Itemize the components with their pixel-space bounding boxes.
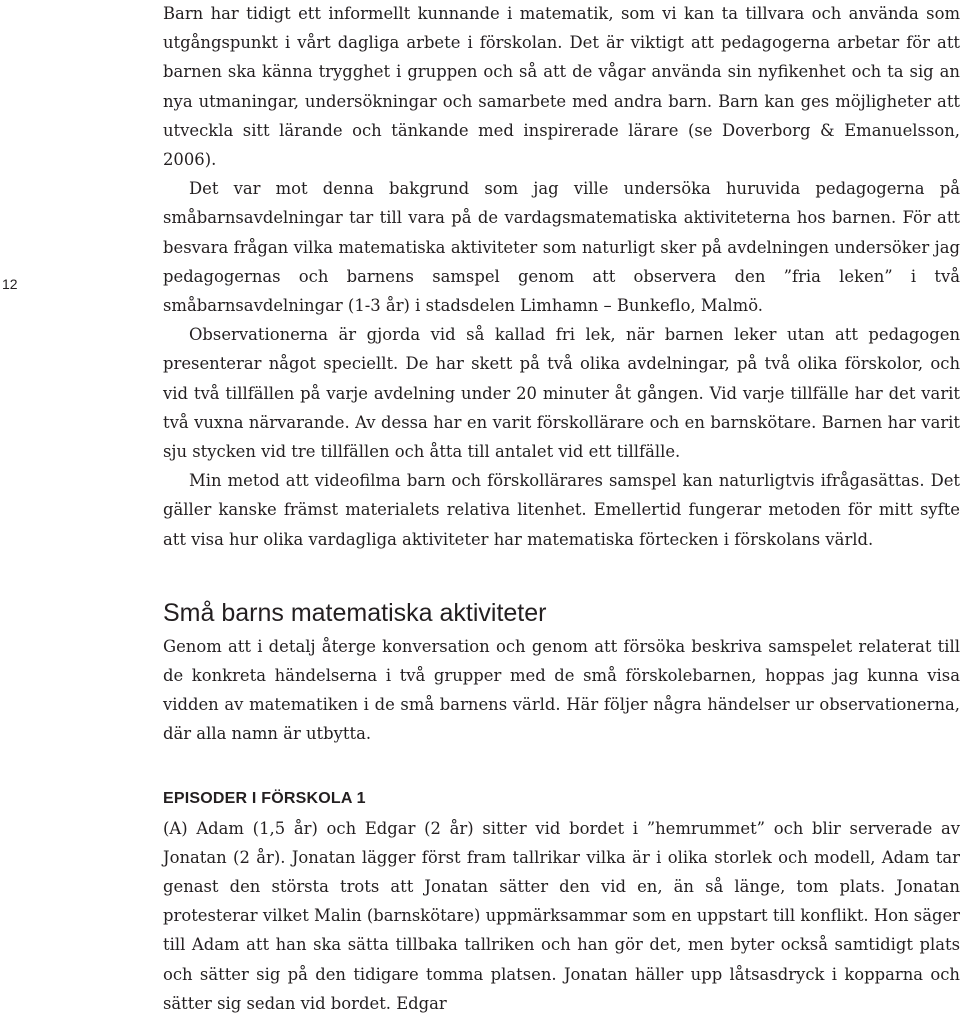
intro-paragraph-1: Barn har tidigt ett informellt kunnande i matematik, som vi kan ta tillvara och använda som utgångspunkt i vårt dagliga arbete i förskolan. Det är viktigt att pedagogerna arbetar för att barnen ska känna trygghet i gruppen och så att de vågar använda sin nyfikenhet och ta sig an nya utmaningar, undersökningar och samarbete med andra barn. Barn kan ges möjligheter att utveckla sitt lärande och tänkande med inspirerade lärare (se Doverborg & Emanuelsson, 2006).: [163, 4, 960, 170]
section-heading: Små barns matematiska aktiviteter: [163, 598, 547, 627]
intro-paragraph-4: Min metod att videofilma barn och förskollärares samspel kan naturligtvis ifrågasättas. Det gäller kanske främst materialets relativa litenhet. Emellertid fungerar metoden för mitt syfte att visa hur olika vardagliga aktiviteter har matematiska förtecken i förskolans värld.: [163, 471, 960, 549]
page-content: [163, 0, 960, 1018]
episode-heading: EPISODER I FÖRSKOLA 1: [163, 789, 366, 807]
episode-paragraph: (A) Adam (1,5 år) och Edgar (2 år) sitter vid bordet i ”hemrummet” och blir serverade av Jonatan (2 år). Jonatan lägger först fram tallrikar vilka är i olika storlek och modell, Adam tar genast den största trots att Jonatan sätter den vid en, än så länge, tom plats. Jonatan protesterar vilket Malin (barnskötare) uppmärksammar som en uppstart till konflikt. Hon säger till Adam att han ska sätta tillbaka tallriken och han gör det, men byter också samtidigt plats och sätter sig på den tidigare tomma platsen. Jonatan häller upp låtsasdryck i kopparna och sätter sig sedan vid bordet. Edgar: [163, 818, 960, 1013]
intro-paragraph-3: Observationerna är gjorda vid så kallad fri lek, när barnen leker utan att pedagogen presenterar något speciellt. De har skett på två olika avdelningar, på två olika förskolor, och vid två tillfällen på varje avdelning under 20 minuter åt gången. Vid varje tillfälle har det varit två vuxna närvarande. Av dessa har en varit förskollärare och en barnskötare. Barnen har varit sju stycken vid tre tillfällen och åtta till antalet vid ett tillfälle.: [163, 325, 960, 462]
intro-paragraph-2: Det var mot denna bakgrund som jag ville undersöka huruvida pedagogerna på småbarnsavdelningar tar till vara på de vardagsmatematiska aktiviteterna hos barnen. För att besvara frågan vilka matematiska aktiviteter som naturligt sker på avdelningen undersöker jag pedagogernas och barnens samspel genom att observera den ”fria leken” i två småbarnsavdelningar (1-3 år) i stadsdelen Limhamn – Bunkeflo, Malmö.: [163, 179, 960, 316]
section-paragraph: Genom att i detalj återge konversation och genom att försöka beskriva samspelet relaterat till de konkreta händelserna i två grupper med de små förskolebarnen, hoppas jag kunna visa vidden av matematiken i de små barnens värld. Här följer några händelser ur observationerna, där alla namn är utbytta.: [163, 636, 960, 744]
page-number: 12: [2, 276, 18, 292]
